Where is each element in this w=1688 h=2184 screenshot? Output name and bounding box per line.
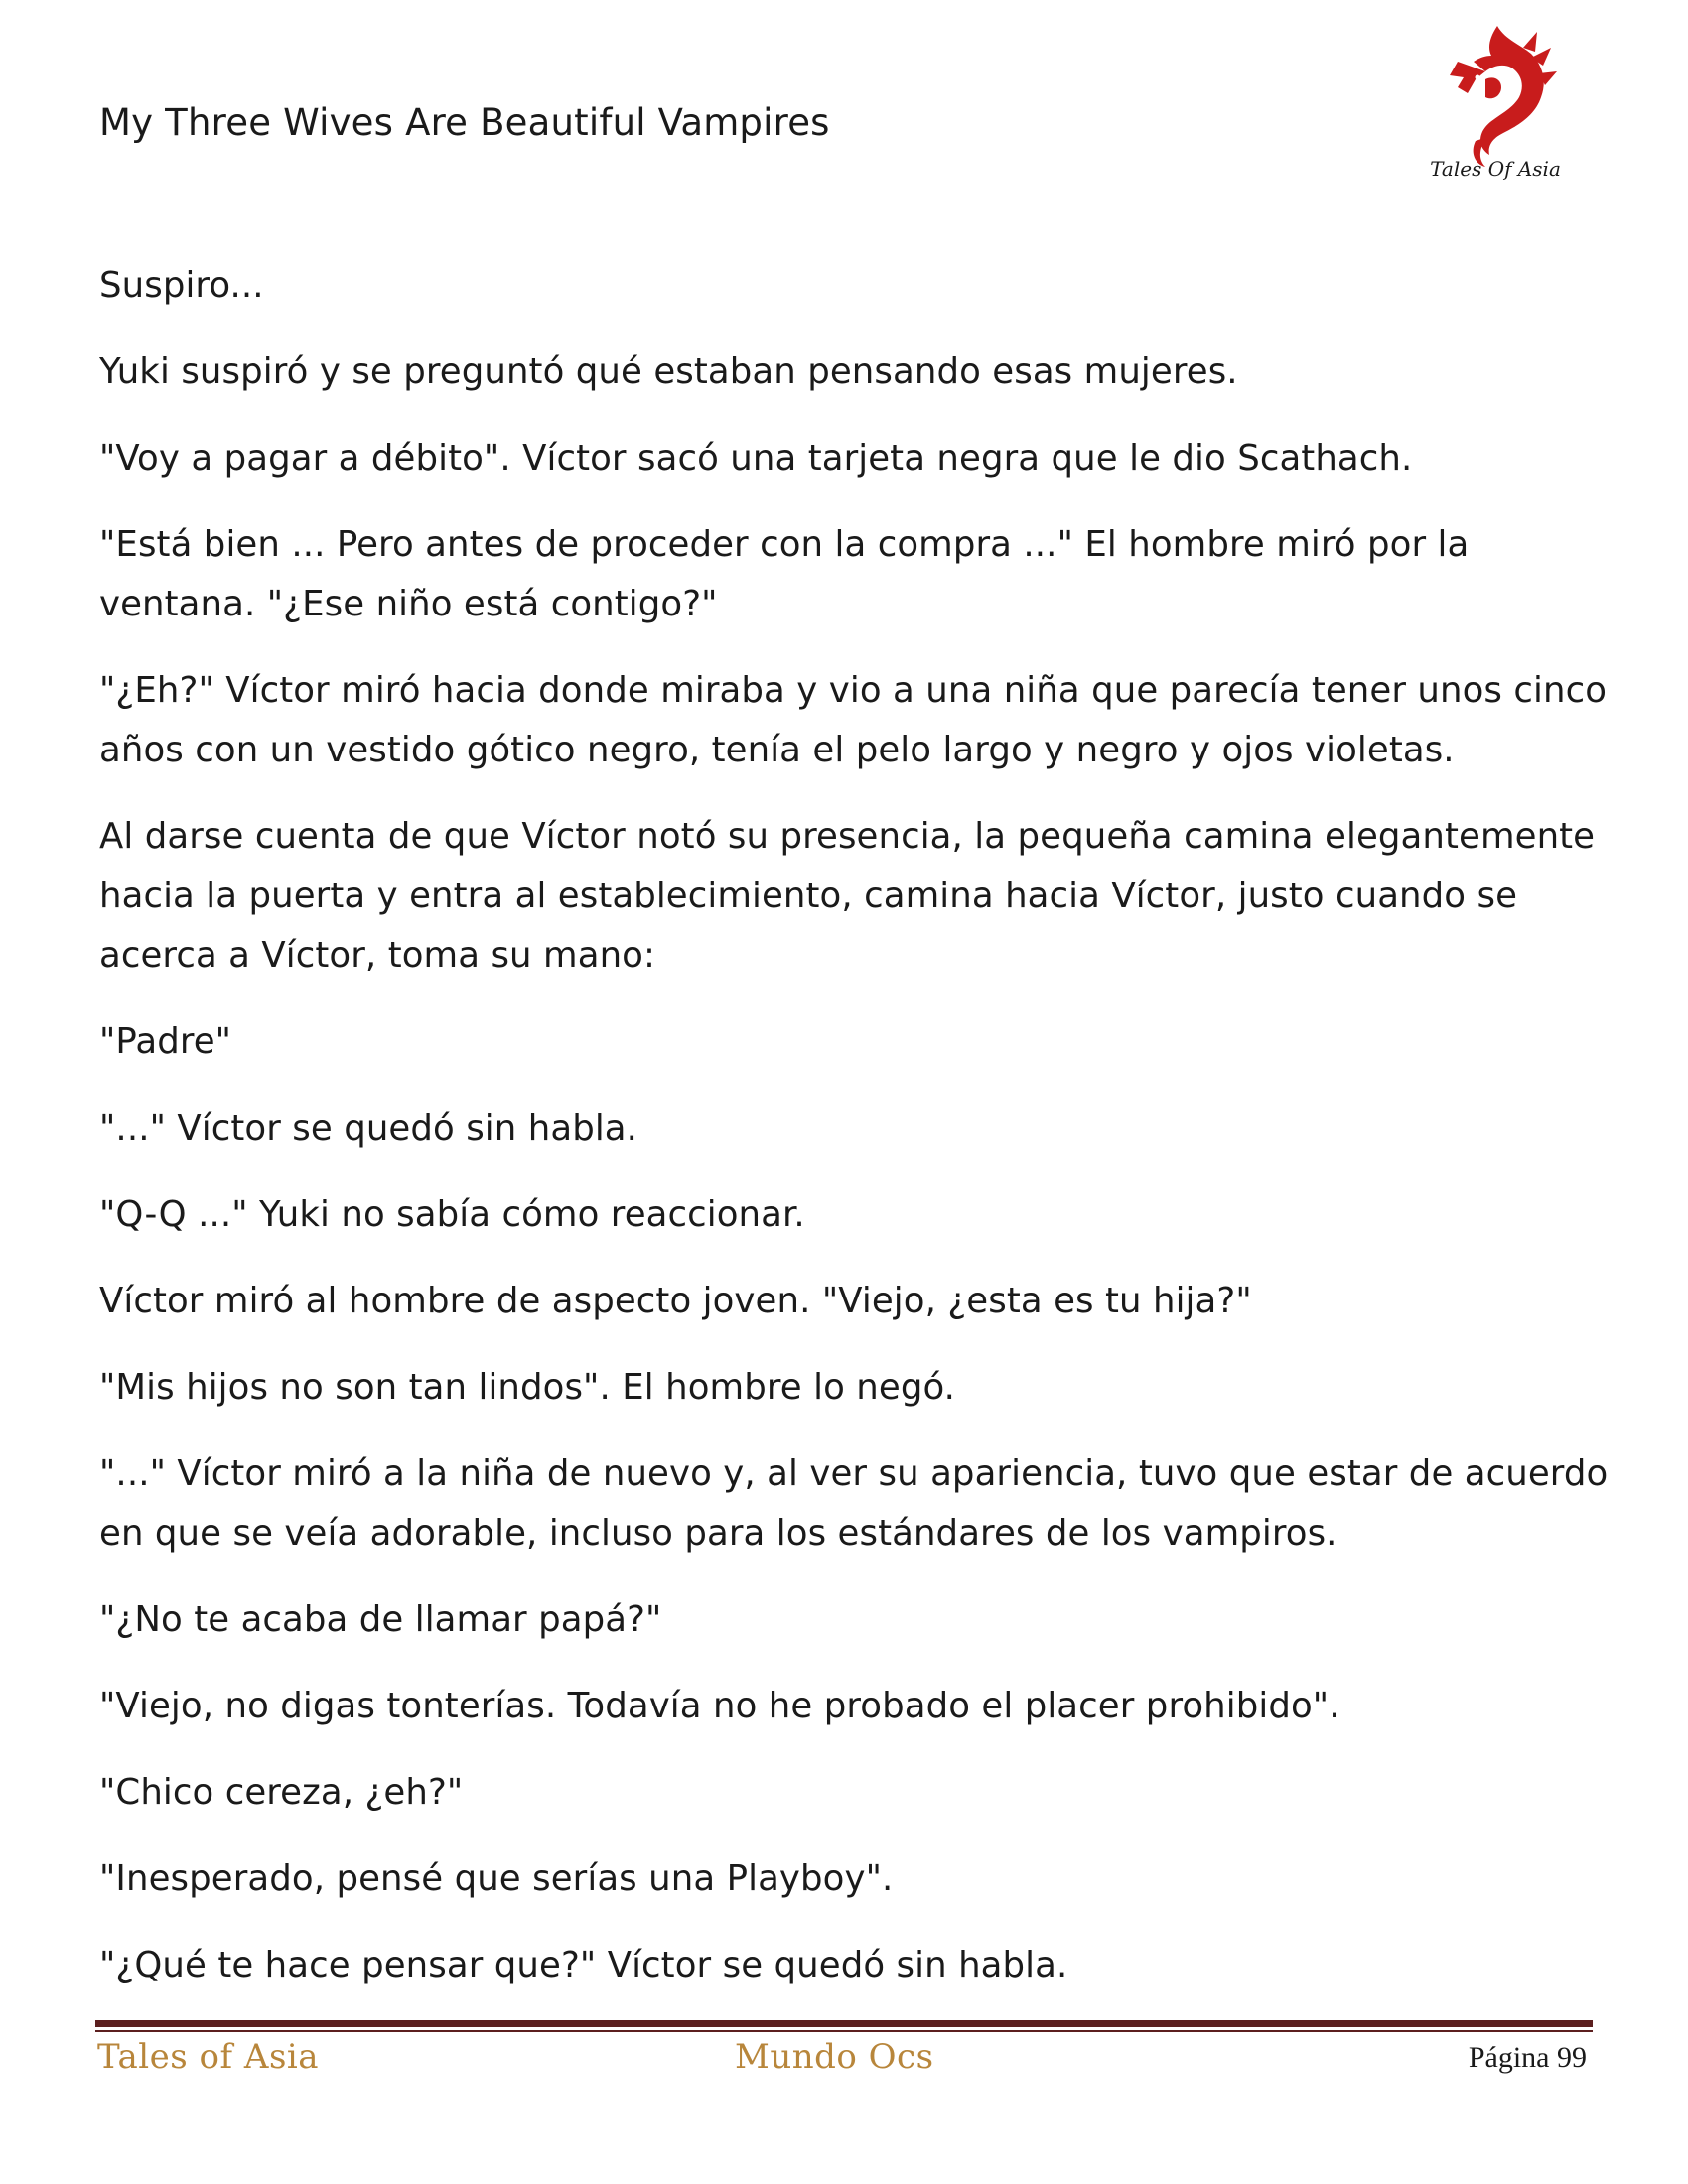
paragraph: "Chico cereza, ¿eh?" [99,1772,464,1813]
page-number: Página 99 [1468,2041,1587,2074]
paragraph: "Inesperado, pensé que serías una Playboy". [99,1858,894,1899]
paragraph: "¿Qué te hace pensar que?" Víctor se quedó sin habla. [99,1945,1068,1985]
paragraph: Suspiro... [99,265,264,306]
page-header-title: My Three Wives Are Beautiful Vampires [99,101,830,144]
footer-section-name: Mundo Ocs [735,2037,934,2077]
paragraph: Al darse cuenta de que Víctor notó su presencia, la pequeña camina elegantemente hacia la puerta y entra al establecimiento, camina hacia Víctor, justo cuando se acerca a Víctor, toma su mano: [99,816,1596,976]
logo-text: Tales Of Asia [1430,157,1561,181]
paragraph: "Padre" [99,1022,232,1062]
paragraph: "Voy a pagar a débito". Víctor sacó una tarjeta negra que le dio Scathach. [99,438,1413,478]
paragraph: Víctor miró al hombre de aspecto joven. "Viejo, ¿esta es tu hija?" [99,1281,1252,1321]
tales-of-asia-logo [1428,18,1563,187]
paragraph: "Mis hijos no son tan lindos". El hombre lo negó. [99,1367,956,1408]
footer-divider [95,2020,1593,2032]
footer-site-name: Tales of Asia [97,2037,320,2077]
paragraph: "¿No te acaba de llamar papá?" [99,1599,662,1640]
paragraph: "..." Víctor se quedó sin habla. [99,1108,638,1149]
paragraph: Yuki suspiró y se preguntó qué estaban pensando esas mujeres. [99,351,1238,392]
paragraph: "Q-Q ..." Yuki no sabía cómo reaccionar. [99,1194,805,1235]
paragraph: "..." Víctor miró a la niña de nuevo y, al ver su apariencia, tuvo que estar de acuerdo en que se veía adorable, incluso para los estándares de los vampiros. [99,1453,1609,1554]
paragraph: "Está bien ... Pero antes de proceder con la compra ..." El hombre miró por la ventana. "¿Ese niño está contigo?" [99,524,1470,624]
paragraph: "¿Eh?" Víctor miró hacia donde miraba y vio a una niña que parecía tener unos cinco años con un vestido gótico negro, tenía el pelo largo y negro y ojos violetas. [99,670,1608,770]
chapter-body [99,256,1609,2022]
paragraph: "Viejo, no digas tonterías. Todavía no he probado el placer prohibido". [99,1686,1340,1726]
